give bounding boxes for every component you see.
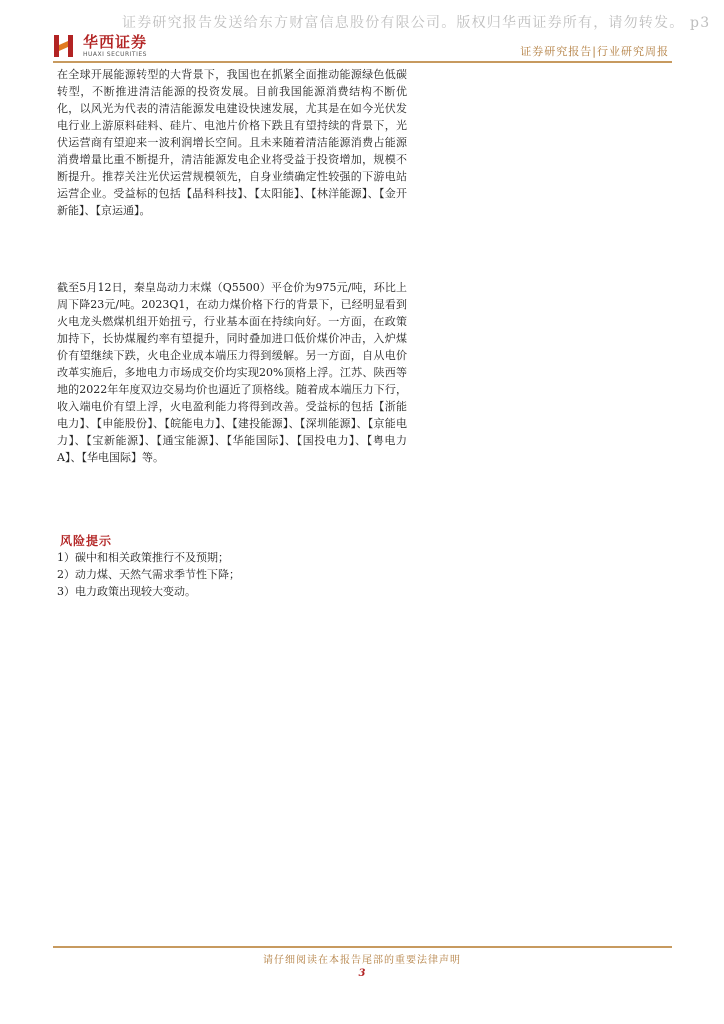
watermark-text: 证券研究报告发送给东方财富信息股份有限公司。版权归华西证券所有，请勿转发。 p3	[122, 15, 711, 31]
footer-divider	[53, 946, 672, 948]
logo-mark-icon	[53, 33, 75, 59]
risk-item: 1）碳中和相关政策推行不及预期；	[57, 551, 229, 564]
logo-english-name: HUAXI SECURITIES	[83, 50, 147, 58]
company-logo	[53, 33, 147, 59]
risk-item: 3）电力政策出现较大变动。	[57, 585, 196, 598]
paragraph-thermal-power: 截至5月12日，秦皇岛动力末煤（Q5500）平仓价为975元/吨，环比上周下降23元/吨。2023Q1，在动力煤价格下行的背景下，已经明显看到火电龙头燃煤机组开始扭亏，行业基本面在持续向好。一方面，在政策加持下，长协煤履约率有望提升，同时叠加进口低价煤价冲击，入炉煤价有望继续下跌，火电企业成本端压力得到缓解。另一方面，自从电价改革实施后，多地电力市场成交价均实现20%顶格上浮。江苏、陕西等地的2022年年度双边交易均价也逼近了顶格线。随着成本端压力下行，收入端电价有望上浮，火电盈利能力将得到改善。受益标的包括【浙能电力】、【申能股份】、【皖能电力】、【建投能源】、【深圳能源】、【京能电力】、【宝新能源】、【通宝能源】、【华能国际】、【国投电力】、【粤电力A】、【华电国际】等。	[57, 281, 407, 464]
page-number: 3	[358, 968, 366, 979]
risk-item: 2）动力煤、天然气需求季节性下降；	[57, 568, 240, 581]
report-type-label: 证券研究报告|行业研究周报	[520, 45, 669, 58]
risk-list	[57, 549, 240, 600]
logo-chinese-name: 华西证券	[83, 32, 148, 51]
header-divider	[53, 61, 672, 63]
paragraph-clean-energy: 在全球开展能源转型的大背景下，我国也在抓紧全面推动能源绿色低碳转型，不断推进清洁能源的投资发展。目前我国能源消费结构不断优化，以风光为代表的清洁能源发电建设快速发展，尤其是在如今光伏发电行业上游原料硅料、硅片、电池片价格下跌且有望持续的背景下，光伏运营商有望迎来一波利润增长空间。且未来随着清洁能源消费占能源消费增量比重不断提升，清洁能源发电企业将受益于投资增加，规模不断提升。推荐关注光伏运营规模领先，自身业绩确定性较强的下游电站运营企业。受益标的包括【晶科科技】、【太阳能】、【林洋能源】、【金开新能】、【京运通】。	[57, 68, 407, 217]
footer-disclaimer: 请仔细阅读在本报告尾部的重要法律声明	[263, 955, 461, 966]
risk-section-title: 风险提示	[60, 534, 113, 548]
